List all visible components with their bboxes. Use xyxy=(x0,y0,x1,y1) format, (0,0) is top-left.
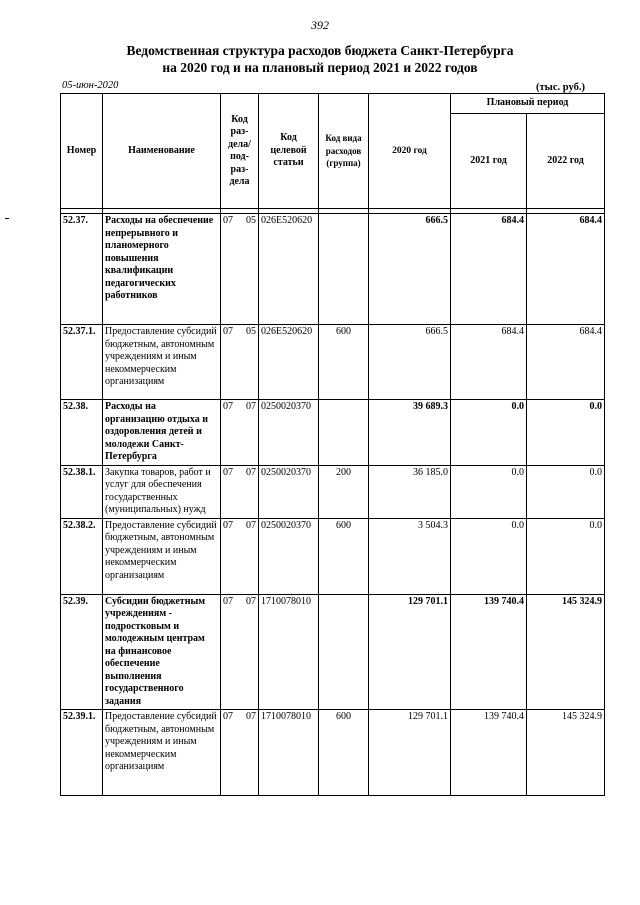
table-row xyxy=(61,400,605,466)
row-name: Предоставление субсидий бюджетным, автономным учреждениям и иным некоммерческим организациям xyxy=(103,325,221,400)
row-section-code xyxy=(221,214,259,325)
row-target-code: 026E520620 xyxy=(259,325,319,400)
header-2020: 2020 год xyxy=(369,94,451,209)
title-line-2: на 2020 год и на плановый период 2021 и 2022 годов xyxy=(162,60,478,75)
row-2020: 129 701.1 xyxy=(369,710,451,796)
row-2022: 684.4 xyxy=(527,325,605,400)
row-number: 52.39. xyxy=(61,594,103,710)
header-expense-type-code: Код вида расходов (группа) xyxy=(319,94,369,209)
title-line-1: Ведомственная структура расходов бюджета Санкт-Петербурга xyxy=(126,43,514,58)
row-number: 52.38. xyxy=(61,400,103,466)
page-number: 392 xyxy=(311,18,329,32)
row-subsection: 07 xyxy=(246,401,256,412)
row-target-code: 0250020370 xyxy=(259,465,319,518)
row-section: 07 xyxy=(223,711,233,722)
row-target-code: 1710078010 xyxy=(259,594,319,710)
row-section-code xyxy=(221,325,259,400)
row-2020: 39 689.3 xyxy=(369,400,451,466)
row-2021: 684.4 xyxy=(451,214,527,325)
row-expense-type xyxy=(319,400,369,466)
row-2021: 684.4 xyxy=(451,325,527,400)
row-2020: 129 701.1 xyxy=(369,594,451,710)
header-name: Наименование xyxy=(103,94,221,209)
row-2020: 3 504.3 xyxy=(369,518,451,594)
header-2021: 2021 год xyxy=(451,114,527,209)
row-section-code xyxy=(221,710,259,796)
row-expense-type xyxy=(319,594,369,710)
table-row xyxy=(61,594,605,710)
row-section-code xyxy=(221,518,259,594)
row-subsection: 05 xyxy=(246,215,256,226)
row-name: Закупка товаров, работ и услуг для обеспечения государственных (муниципальных) нужд xyxy=(103,465,221,518)
row-expense-type: 600 xyxy=(319,710,369,796)
row-expense-type: 600 xyxy=(319,325,369,400)
row-2020: 36 185.0 xyxy=(369,465,451,518)
row-number: 52.37.1. xyxy=(61,325,103,400)
row-name: Предоставление субсидий бюджетным, автономным учреждениям и иным некоммерческим организациям xyxy=(103,518,221,594)
header-number: Номер xyxy=(61,94,103,209)
row-expense-type: 600 xyxy=(319,518,369,594)
margin-mark xyxy=(5,218,9,219)
document-title xyxy=(0,42,640,76)
table-row xyxy=(61,518,605,594)
budget-table xyxy=(60,93,605,796)
units-label: (тыс. руб.) xyxy=(536,82,585,93)
row-2021: 0.0 xyxy=(451,400,527,466)
row-section: 07 xyxy=(223,326,233,337)
row-2021: 0.0 xyxy=(451,465,527,518)
row-section: 07 xyxy=(223,595,233,607)
row-subsection: 07 xyxy=(246,519,256,531)
row-target-code: 026E520620 xyxy=(259,214,319,325)
header-2022: 2022 год xyxy=(527,114,605,209)
row-2022: 0.0 xyxy=(527,465,605,518)
row-2022: 684.4 xyxy=(527,214,605,325)
row-number: 52.39.1. xyxy=(61,710,103,796)
row-subsection: 05 xyxy=(246,326,256,337)
row-2021: 139 740.4 xyxy=(451,594,527,710)
table-row xyxy=(61,325,605,400)
row-name: Расходы на обеспечение непрерывного и планомерного повышения квалификации педагогических работников xyxy=(103,214,221,325)
row-number: 52.38.1. xyxy=(61,465,103,518)
row-2020: 666.5 xyxy=(369,325,451,400)
row-2021: 139 740.4 xyxy=(451,710,527,796)
row-target-code: 0250020370 xyxy=(259,518,319,594)
row-name: Расходы на организацию отдыха и оздоровления детей и молодежи Санкт-Петербурга xyxy=(103,400,221,466)
header-planned-period: Плановый период xyxy=(451,94,605,114)
table-row xyxy=(61,710,605,796)
table-row xyxy=(61,465,605,518)
row-subsection: 07 xyxy=(246,595,256,607)
header-section-code: Код раз- дела/ под- раз- дела xyxy=(221,94,259,209)
row-2022: 145 324.9 xyxy=(527,594,605,710)
row-expense-type xyxy=(319,214,369,325)
row-section-code xyxy=(221,465,259,518)
row-section-code xyxy=(221,400,259,466)
row-section-code xyxy=(221,594,259,710)
row-target-code: 0250020370 xyxy=(259,400,319,466)
row-2022: 145 324.9 xyxy=(527,710,605,796)
row-subsection: 07 xyxy=(246,711,256,722)
row-2022: 0.0 xyxy=(527,518,605,594)
header-target-code: Код целевой статьи xyxy=(259,94,319,209)
row-2020: 666.5 xyxy=(369,214,451,325)
row-section: 07 xyxy=(223,401,233,412)
row-expense-type: 200 xyxy=(319,465,369,518)
row-target-code: 1710078010 xyxy=(259,710,319,796)
row-number: 52.38.2. xyxy=(61,518,103,594)
row-section: 07 xyxy=(223,215,233,226)
row-name: Субсидии бюджетным учреждениям - подростковым и молодежным центрам на финансовое обеспечение выполнения государственного задания xyxy=(103,594,221,710)
row-2021: 0.0 xyxy=(451,518,527,594)
row-name: Предоставление субсидий бюджетным, автономным учреждениям и иным некоммерческим организациям xyxy=(103,710,221,796)
table-row xyxy=(61,214,605,325)
row-section: 07 xyxy=(223,519,233,531)
row-section: 07 xyxy=(223,466,233,478)
document-date: 05-июн-2020 xyxy=(62,80,119,91)
table-body xyxy=(61,209,605,796)
row-subsection: 07 xyxy=(246,466,256,478)
row-number: 52.37. xyxy=(61,214,103,325)
row-2022: 0.0 xyxy=(527,400,605,466)
